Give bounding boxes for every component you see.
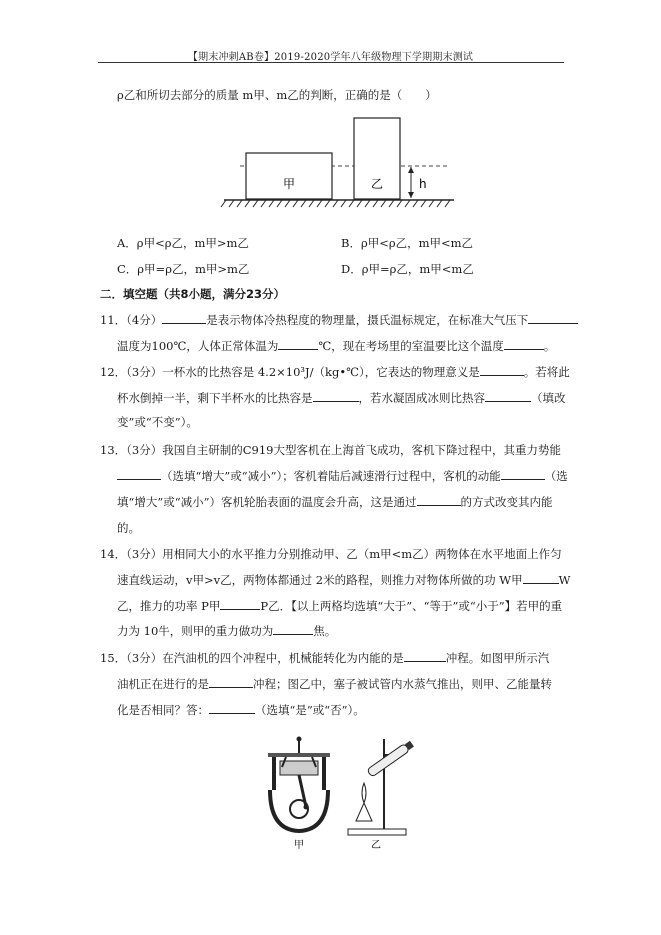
test-tube-group [367, 740, 414, 777]
q15-line1 [100, 650, 549, 666]
alcohol-lamp [356, 803, 372, 821]
q14-text1: 速直线运动，v甲>v乙，两物体都通过 2米的路程，则推力对物体所做的功 W甲 [117, 573, 523, 587]
q13-text2: （选 [544, 469, 568, 483]
q14-line4 [117, 623, 336, 639]
q14-line3 [117, 598, 562, 614]
q13-line4: 的。 [117, 521, 140, 535]
q14-blank2 [220, 598, 260, 610]
q12-text5: （填改 [531, 391, 566, 405]
q15-text5: 化是否相同？答： [117, 703, 209, 717]
spark-plug-tip [297, 737, 302, 742]
q10-option-d: D．ρ甲=ρ乙，m甲<m乙 [341, 262, 474, 276]
q10-option-a: A．ρ甲<ρ乙，m甲>m乙 [117, 236, 249, 250]
engine-head [268, 753, 330, 757]
q12-blank3 [485, 390, 531, 402]
q14-blank1 [523, 572, 559, 584]
q11-blank4 [504, 338, 544, 350]
q13-line2 [117, 468, 568, 484]
page-header: 【期末冲刺AB卷】2019-2020学年八年级物理下学期期末测试 [187, 52, 474, 63]
label-yi: 乙 [370, 177, 384, 191]
q15-text6: （选填“是”或“否”）。 [255, 703, 365, 717]
q11-text4: 。 [543, 339, 556, 353]
q15-line2 [117, 676, 552, 692]
engine-figure [262, 735, 342, 853]
q12-blank1 [480, 364, 524, 376]
piston [280, 761, 318, 775]
q12-line2 [117, 390, 566, 406]
q12-blank2 [313, 390, 359, 402]
q15-text1: 15．（3分）在汽油机的四个冲程中，机械能转化为内能的是 [100, 651, 404, 665]
label-jia: 甲 [282, 177, 296, 191]
q14-text2: W [558, 573, 571, 587]
q11-blank2 [528, 312, 578, 324]
q12-line3: 变”或“不变”）。 [117, 415, 198, 429]
q12-text4: ，若水凝固成冰则比热容 [358, 391, 485, 405]
q12-text2: 。若将此 [523, 365, 570, 379]
label-h: h [419, 177, 427, 191]
test-tube [367, 743, 410, 777]
q11-line1 [100, 312, 578, 328]
q12-text1: 12．（3分）一杯水的比热容是 4.2×10³J/（kg•℃），它表达的物理意义是 [100, 365, 480, 379]
q14-text5: 力为 10牛，则甲的重力做功为 [117, 624, 274, 638]
q14-text4: P乙．【以上两格均选填“大于”、“等于”或“小于”】若甲的重 [260, 599, 563, 613]
test-tube-label: 乙 [371, 840, 381, 851]
q11-number: 11．（4分） [100, 313, 163, 327]
q13-text3: 填“增大”或“减小”）客机轮胎表面的温度会升高，这是通过 [117, 495, 417, 509]
stand-base [348, 829, 406, 835]
header-rule [98, 62, 564, 63]
ground-hatch [221, 200, 450, 207]
q11-line2 [117, 338, 555, 354]
q12-text3: 杯水倒掉一半，剩下半杯水的比热容是 [117, 391, 313, 405]
crank-pin [304, 805, 309, 810]
q13-line3 [117, 494, 553, 510]
q15-blank1 [404, 650, 446, 662]
q10-option-b: B．ρ甲<ρ乙，m甲<m乙 [341, 236, 474, 250]
q13-text1: （选填“增大”或“减小”）；客机着陆后减速滑行过程中，客机的动能 [161, 469, 501, 483]
q11-text1: 是表示物体冷热程度的物理量，摄氏温标规定，在标准大气压下 [206, 313, 529, 327]
q10-stem: ρ乙和所切去部分的质量 m甲、m乙的判断，正确的是（ ） [117, 88, 437, 102]
q14-text6: 焦。 [313, 624, 337, 638]
q14-text3: 乙，推力的功率 P甲 [117, 599, 221, 613]
q13-blank3 [417, 494, 461, 506]
q13-blank2 [501, 468, 545, 480]
q10-option-c: C．ρ甲=ρ乙，m甲>m乙 [117, 262, 250, 276]
test-tube-figure [344, 733, 414, 853]
q13-line1: 13．（3分）我国自主研制的C919大型客机在上海首飞成功，客机下降过程中，其重力势能 [100, 443, 561, 457]
section-title-fill-in: 二．填空题（共8小题，满分23分） [100, 287, 286, 301]
h-arrow-head-bottom [408, 192, 414, 198]
q15-text2: 冲程。如图甲所示汽 [445, 651, 550, 665]
block-jia [246, 153, 332, 199]
flame [362, 783, 366, 803]
crankcase [270, 790, 328, 831]
q12-line1 [100, 364, 570, 380]
q15-blank3 [209, 702, 255, 714]
q11-text2: 温度为100℃，人体正常体温为 [117, 339, 279, 353]
q14-blank3 [273, 623, 313, 635]
q11-blank1 [162, 312, 206, 324]
q14-line1: 14．（3分）用相同大小的水平推力分别推动甲、乙（m甲<m乙）两物体在水平地面上作匀 [100, 547, 562, 561]
q13-text4: 的方式改变其内能 [460, 495, 553, 509]
q13-blank1 [117, 468, 161, 480]
q15-text4: 冲程；图乙中，塞子被试管内水蒸气推出，则甲、乙能量转 [253, 677, 552, 691]
q14-line2 [117, 572, 570, 588]
q15-blank2 [209, 676, 253, 688]
q15-line3 [117, 702, 365, 718]
engine-label: 甲 [294, 840, 304, 851]
q11-blank3 [278, 338, 318, 350]
q11-text3: ℃，现在考场里的室温要比这个温度 [318, 339, 504, 353]
h-arrow-head-top [408, 167, 414, 173]
q15-text3: 油机正在进行的是 [117, 677, 209, 691]
q10-figure [218, 114, 458, 214]
